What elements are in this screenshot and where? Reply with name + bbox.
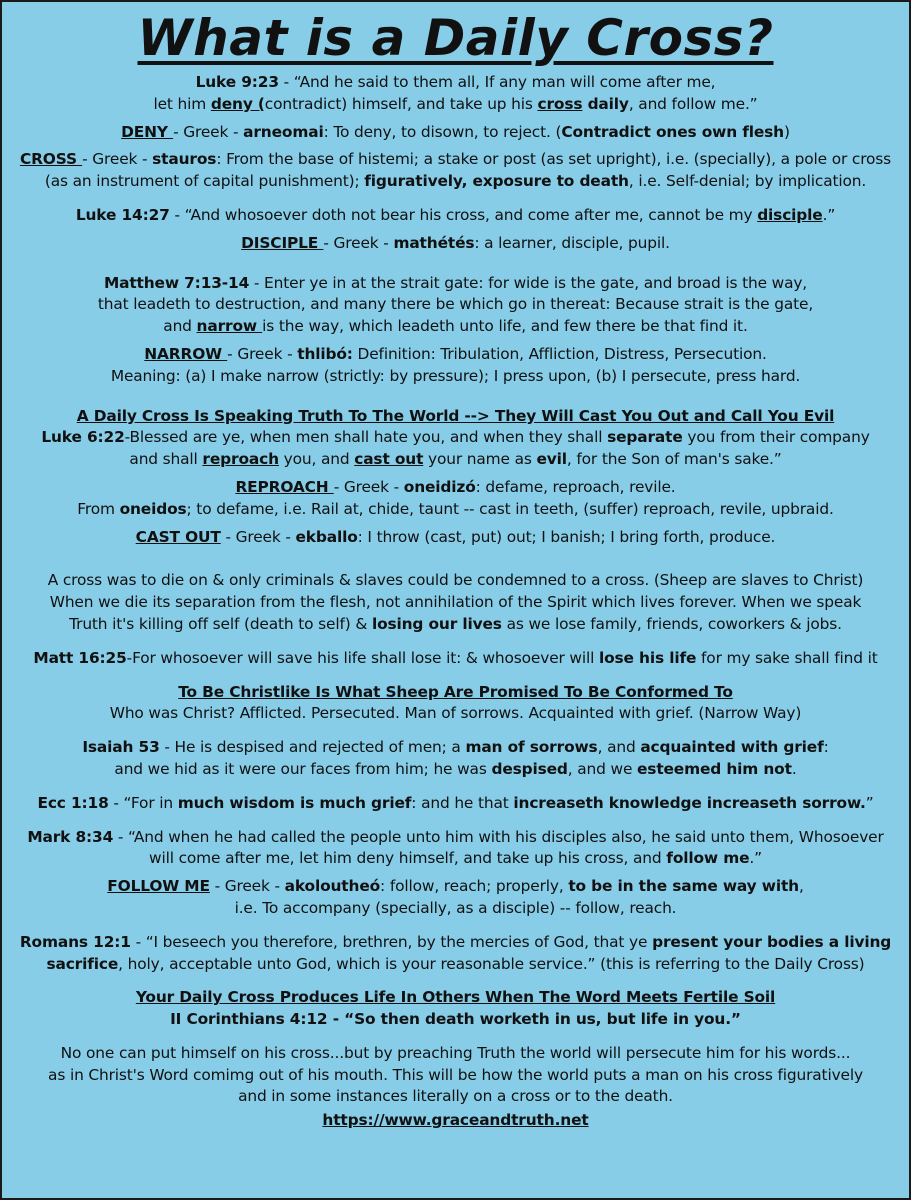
cross-definition: CROSS - Greek - stauros: From the base of histemi; a stake or post (as set upright), i.e. (specially), a pole or cross (as an instrument of capital punishment); figuratively, exposure to death, i.e. Self-denial; by implication.	[19, 150, 892, 191]
disciple-definition: DISCIPLE - Greek - mathétés: a learner, disciple, pupil.	[241, 233, 670, 252]
ecc-1-18-verse: Ecc 1:18 - “For in much wisdom is much grief: and he that increaseth knowledge increaseth sorrow.”	[37, 793, 874, 812]
footer	[10, 1110, 901, 1132]
term-deny: DENY	[121, 122, 174, 141]
section-heading-2: To Be Christlike Is What Sheep Are Promised To Be Conformed To Who was Christ? Afflicted. Persecuted. Man of sorrows. Acquainted with grief. (Narrow Way)	[109, 682, 802, 723]
verse-ref: Mark 8:34	[27, 827, 114, 846]
term-cast-out: CAST OUT	[135, 527, 221, 546]
term-cross: CROSS	[19, 150, 83, 169]
mark-8-34-verse: Mark 8:34 - “And when he had called the people unto him with his disciples also, he said unto them, Whosoever will come after me, let him deny himself, and take up his cross, and follow me.”	[27, 827, 884, 868]
section-heading-3: Your Daily Cross Produces Life In Others When The Word Meets Fertile Soil II Corinthians 4:12 - “So then death worketh in us, but life in you.”	[135, 988, 776, 1029]
term-narrow: NARROW	[144, 344, 228, 363]
romans-12-1-verse: Romans 12:1 - “I beseech you therefore, brethren, by the mercies of God, that ye present your bodies a living sacrifice, holy, acceptable unto God, which is your reasonable service.” (this is referring to the Daily Cross)	[19, 932, 892, 973]
emphasis-cross: cross	[537, 94, 583, 113]
verse-ref: Matthew 7:13-14	[103, 273, 250, 292]
verse-ref: Romans 12:1	[19, 932, 131, 951]
reproach-definition: REPROACH - Greek - oneidizó: defame, reproach, revile. From oneidos; to defame, i.e. Rail at, chide, taunt -- cast in teeth, (suffer) reproach, revile, upbraid.	[77, 477, 834, 518]
deny-definition: DENY - Greek - arneomai: To deny, to disown, to reject. (Contradict ones own flesh)	[121, 122, 790, 141]
verse-ref: Luke 9:23	[195, 73, 279, 91]
verse-ref: Ecc 1:18	[37, 793, 109, 812]
matthew-7-13-verse: Matthew 7:13-14 - Enter ye in at the strait gate: for wide is the gate, and broad is the way, that leadeth to destruction, and many there be which go in thereat: Because strait is the gate, and narrow is the way, which leadeth unto life, and few there be that find it.	[97, 273, 814, 336]
luke-14-27-verse: Luke 14:27 - “And whosoever doth not bear his cross, and come after me, cannot be my disciple.”	[75, 205, 836, 224]
section-heading-1: A Daily Cross Is Speaking Truth To The World --> They Will Cast You Out and Call You Evil Luke 6:22-Blessed are ye, when men shall hate you, and when they shall separate you from their company and shall reproach you, and cast out your name as evil, for the Son of man's sake.”	[41, 406, 870, 469]
verse-ref: Luke 14:27	[75, 205, 170, 224]
emphasis-deny: deny (	[210, 94, 265, 113]
luke-9-23-verse: Luke 9:23 - “And he said to them all, If any man will come after me, let him deny (contradict) himself, and take up his cross daily, and follow me.”	[153, 73, 758, 113]
matt-16-25-verse: Matt 16:25-For whosoever will save his life shall lose it: & whosoever will lose his life for my sake shall find it	[33, 648, 878, 667]
narrow-definition: NARROW - Greek - thlibó: Definition: Tribulation, Affliction, Distress, Persecution. Meaning: (a) I make narrow (strictly: by pressure); I press upon, (b) I persecute, press hard.	[110, 344, 801, 385]
verse-ref: Isaiah 53	[82, 738, 160, 757]
page-title: What is a Daily Cross?	[137, 9, 774, 67]
website-link[interactable]: https://www.graceandtruth.net	[322, 1111, 589, 1130]
cast-out-definition: CAST OUT - Greek - ekballo: I throw (cast, put) out; I banish; I bring forth, produce.	[135, 527, 776, 546]
verse-ref: Matt 16:25	[33, 648, 127, 667]
corinthians-4-12-verse: II Corinthians 4:12 - “So then death worketh in us, but life in you.”	[170, 1010, 741, 1029]
term-reproach: REPROACH	[235, 477, 334, 496]
poster	[2, 2, 909, 1132]
christ-description: Who was Christ? Afflicted. Persecuted. Man of sorrows. Acquainted with grief. (Narrow Way)	[109, 704, 802, 723]
isaiah-53-verse: Isaiah 53 - He is despised and rejected of men; a man of sorrows, and acquainted with grief: and we hid as it were our faces from him; he was despised, and we esteemed him not.	[82, 738, 829, 778]
verse-ref: Luke 6:22	[41, 428, 125, 447]
cross-explanation-paragraph: A cross was to die on & only criminals & slaves could be condemned to a cross. (Sheep are slaves to Christ) When we die its separation from the flesh, not annihilation of the Spirit which lives forever. When we speak Truth it's killing off self (death to self) & losing our lives as we lose family, friends, coworkers & jobs.	[47, 571, 864, 633]
term-follow-me: FOLLOW ME	[107, 877, 210, 896]
follow-me-definition: FOLLOW ME - Greek - akoloutheó: follow, reach; properly, to be in the same way with, i.e. To accompany (specially, as a disciple) -- follow, reach.	[107, 877, 804, 917]
closing-paragraph: No one can put himself on his cross...but by preaching Truth the world will persecute him for his words... as in Christ's Word comimg out of his mouth. This will be how the world puts a man on his cross figuratively and in some instances literally on a cross or to the death.	[48, 1043, 863, 1106]
term-disciple: DISCIPLE	[241, 233, 324, 252]
